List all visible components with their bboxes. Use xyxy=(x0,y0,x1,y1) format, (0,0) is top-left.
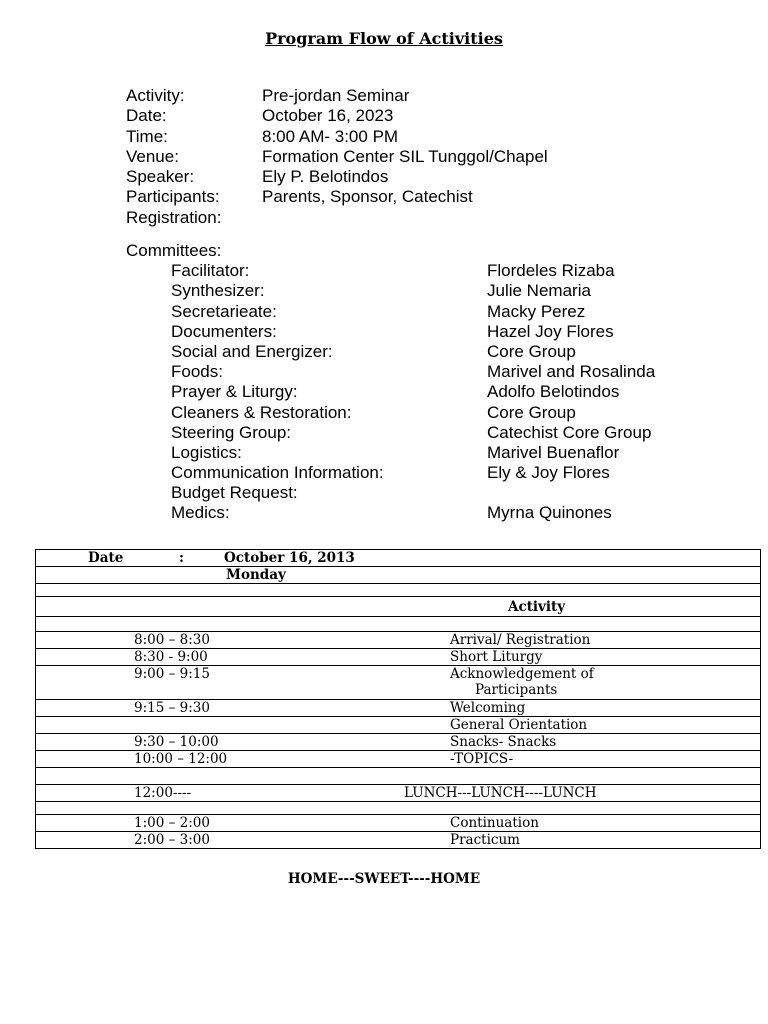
committee-member: Ely & Joy Flores xyxy=(487,463,610,483)
date-colon: : xyxy=(179,550,184,566)
committee-member: Adolfo Belotindos xyxy=(487,382,620,402)
info-label: Date: xyxy=(126,106,167,126)
activity-name: Welcoming xyxy=(450,700,526,716)
activity-header-row xyxy=(36,597,761,617)
activity-name: -TOPICS- xyxy=(450,751,514,767)
time-slot: 9:00 – 9:15 xyxy=(134,666,210,682)
committee-role: Cleaners & Restoration: xyxy=(171,402,352,422)
table-row xyxy=(36,734,761,751)
committee-row xyxy=(126,261,655,281)
committees-heading: Committees: xyxy=(126,241,222,260)
activity-name: Acknowledgement of xyxy=(450,666,594,682)
info-row-registration xyxy=(126,208,548,228)
committee-row xyxy=(126,483,655,503)
schedule-table xyxy=(35,549,761,849)
info-row-venue xyxy=(126,147,548,167)
committee-member: Hazel Joy Flores xyxy=(487,321,614,341)
info-row-speaker xyxy=(126,167,548,187)
committee-role: Documenters: xyxy=(171,321,277,341)
info-label: Activity: xyxy=(126,86,185,105)
table-row xyxy=(36,666,761,700)
activity-name: Short Liturgy xyxy=(450,649,543,665)
info-row-activity xyxy=(126,86,548,106)
time-slot: 12:00---- xyxy=(134,785,192,801)
committee-role: Foods: xyxy=(171,362,223,382)
committee-member: Marivel and Rosalinda xyxy=(487,362,656,382)
committee-row xyxy=(126,342,655,362)
info-row-time xyxy=(126,127,548,147)
activity-name: Continuation xyxy=(450,815,539,831)
spacer-row xyxy=(36,584,761,597)
event-info xyxy=(126,86,548,228)
day-label: Monday xyxy=(226,567,286,583)
committee-role: Prayer & Liturgy: xyxy=(171,382,298,402)
table-row xyxy=(36,815,761,832)
committee-role: Social and Energizer: xyxy=(171,341,333,361)
committee-row xyxy=(126,362,655,382)
committee-member: Macky Perez xyxy=(487,301,586,321)
table-row xyxy=(36,832,761,849)
activity-name: General Orientation xyxy=(450,717,588,733)
info-value: Pre-jordan Seminar xyxy=(262,86,410,105)
activity-name: Arrival/ Registration xyxy=(450,632,591,648)
committee-member: Catechist Core Group xyxy=(487,422,652,442)
info-value: Parents, Sponsor, Catechist xyxy=(262,187,473,207)
activity-name-continued: Participants xyxy=(475,682,558,698)
committee-role: Synthesizer: xyxy=(171,281,265,301)
info-label: Registration: xyxy=(126,207,222,227)
time-slot: 9:15 – 9:30 xyxy=(134,700,210,716)
info-row-participants xyxy=(126,187,548,207)
info-value: October 16, 2023 xyxy=(262,106,394,126)
time-slot: 10:00 – 12:00 xyxy=(134,751,228,767)
info-value: Ely P. Belotindos xyxy=(262,167,389,187)
committee-role: Steering Group: xyxy=(171,422,292,442)
footer-closing: HOME---SWEET----HOME xyxy=(287,871,481,887)
table-row xyxy=(36,717,761,734)
activity-name: Snacks- Snacks xyxy=(450,734,557,750)
document-title: Program Flow of Activities xyxy=(265,29,503,48)
schedule-day-row xyxy=(36,567,761,584)
committee-row xyxy=(126,281,655,301)
committee-row xyxy=(126,443,655,463)
table-row xyxy=(36,632,761,649)
date-label: Date xyxy=(88,550,124,566)
committee-row xyxy=(126,382,655,402)
info-label: Participants: xyxy=(126,187,220,207)
committee-role: Medics: xyxy=(171,503,230,523)
committee-row xyxy=(126,322,655,342)
table-row xyxy=(36,649,761,666)
committee-member: Julie Nemaria xyxy=(487,281,591,301)
info-value: 8:00 AM- 3:00 PM xyxy=(262,126,399,146)
info-row-date xyxy=(126,106,548,126)
committee-row xyxy=(126,423,655,443)
info-label: Speaker: xyxy=(126,167,195,187)
committee-member: Core Group xyxy=(487,402,576,422)
committee-row xyxy=(126,463,655,483)
time-slot: 9:30 – 10:00 xyxy=(134,734,219,750)
committee-row xyxy=(126,302,655,322)
activity-name: Practicum xyxy=(450,832,520,848)
table-row xyxy=(36,785,761,802)
activity-header: Activity xyxy=(508,599,566,615)
time-slot: 8:30 - 9:00 xyxy=(134,649,208,665)
time-slot: 2:00 – 3:00 xyxy=(134,832,210,848)
info-value: Formation Center SIL Tunggol/Chapel xyxy=(262,146,548,166)
time-slot: 8:00 – 8:30 xyxy=(134,632,210,648)
table-row xyxy=(36,700,761,717)
committees-section xyxy=(126,241,655,524)
committee-row xyxy=(126,403,655,423)
spacer-row xyxy=(36,768,761,785)
info-label: Venue: xyxy=(126,146,179,166)
committee-row xyxy=(126,503,655,523)
committee-role: Facilitator: xyxy=(171,261,250,281)
time-slot: 1:00 – 2:00 xyxy=(134,815,210,831)
schedule-date-row xyxy=(36,550,761,567)
table-row xyxy=(36,751,761,768)
committee-member: Core Group xyxy=(487,341,576,361)
spacer-row xyxy=(36,617,761,632)
committee-role: Communication Information: xyxy=(171,463,384,483)
committee-member: Myrna Quinones xyxy=(487,503,612,523)
committee-role: Secretarieate: xyxy=(171,301,277,321)
committee-member: Marivel Buenaflor xyxy=(487,442,620,462)
info-label: Time: xyxy=(126,126,168,146)
activity-name: LUNCH---LUNCH----LUNCH xyxy=(404,785,597,801)
date-value: October 16, 2013 xyxy=(224,550,355,566)
committee-member: Flordeles Rizaba xyxy=(487,261,615,281)
committee-role: Budget Request: xyxy=(171,483,298,503)
committee-role: Logistics: xyxy=(171,442,242,462)
spacer-row xyxy=(36,802,761,815)
